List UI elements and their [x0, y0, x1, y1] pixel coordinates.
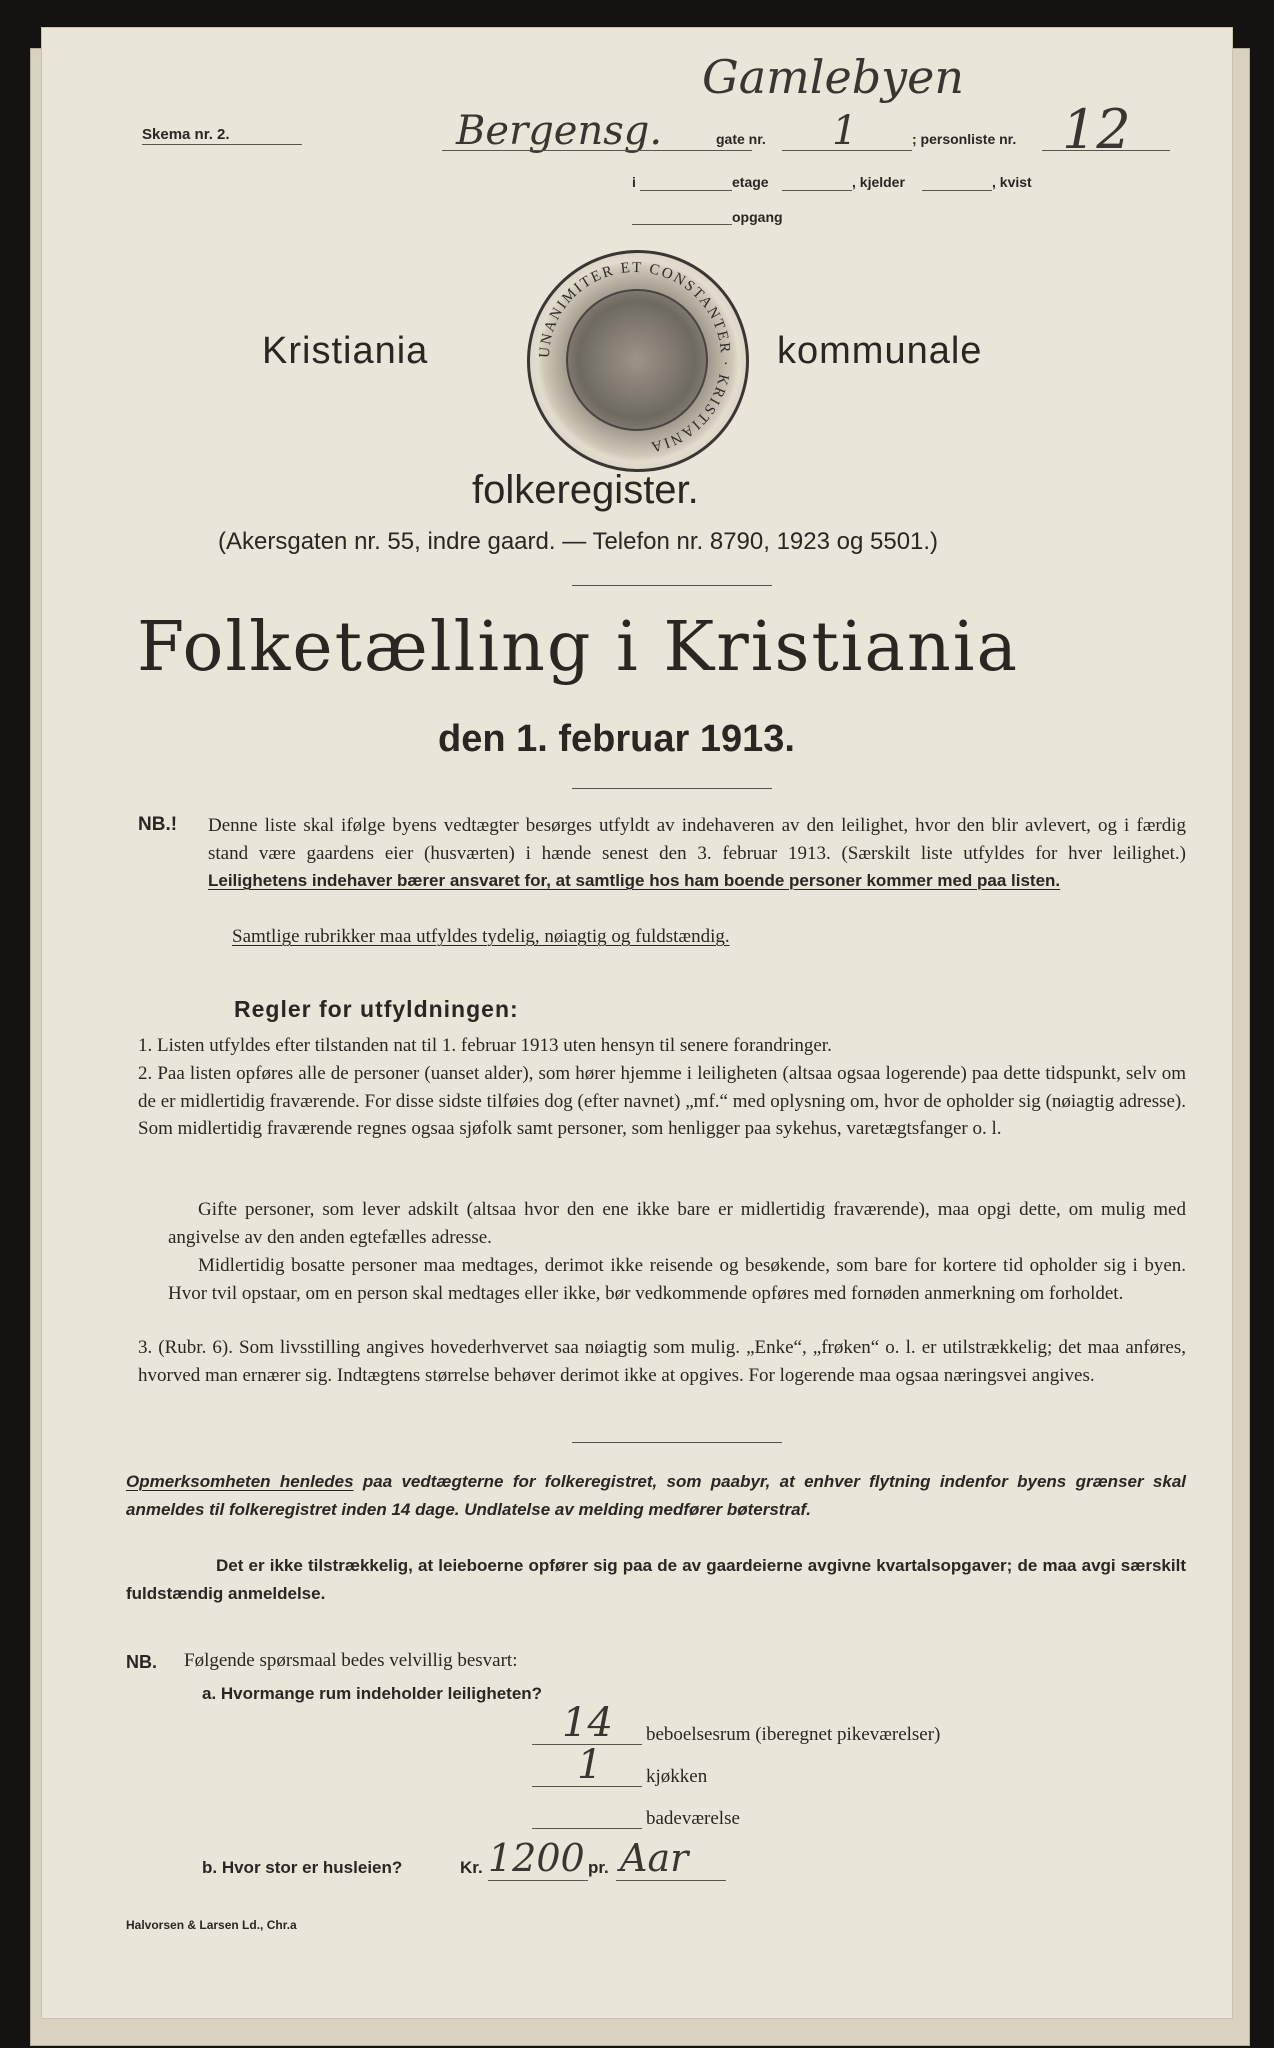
nb-label: NB.! [138, 814, 178, 835]
skema-number: Skema nr. 2. [142, 126, 230, 143]
census-date: den 1. februar 1913. [438, 718, 795, 760]
nb-text: Denne liste skal ifølge byens vedtægter besørges utfyldt av indehaveren av den leilighet, hvor den blir avlevert, og i færdig stand være gaardens eier (husværten) i hænde senest den 3. februar 1913. (Særskilt liste utfyldes for hver leilighet.) [208, 815, 1186, 864]
rule-2-residents: Midlertidig bosatte personer maa medtages, derimot ikke reisende og besøkende, som bare for kortere tid opholder sig i byen. Hvor tvil opstaar, om en person skal medtages eller ikke, bør vedkommende opføres med fornøden anmerkning om forholdet. [168, 1255, 1186, 1304]
gate-label: gate nr. [716, 131, 766, 147]
kvist-line [922, 190, 992, 191]
svg-text:UNANIMITER ET CONSTANTER · KRI: UNANIMITER ET CONSTANTER · KRISTIANIA [536, 259, 734, 455]
question-b: b. Hvor stor er husleien? [202, 1858, 403, 1877]
main-title: Folketælling i Kristiania [137, 608, 1020, 687]
kvist-label: , kvist [992, 174, 1032, 190]
rule-2-married: Gifte personer, som lever adskilt (altsaa hvor den ene ikke bare er midlertidig fraværende), maa opgi dette, om mulig med angivelse av den anden egtefælles adresse. [168, 1199, 1186, 1248]
notice-lead: Opmerksomheten henledes [126, 1472, 354, 1491]
divider-bottom [572, 788, 772, 789]
seal-figure [566, 289, 708, 431]
gate-number-line [782, 150, 912, 151]
rules-heading: Regler for utfyldningen: [234, 996, 519, 1022]
folkeregister-word: folkeregister. [472, 468, 699, 512]
period-hand: Aar [620, 1836, 689, 1880]
opgang-line [632, 224, 732, 225]
personliste-label: ; personliste nr. [912, 131, 1017, 147]
divider-rules [572, 1442, 782, 1443]
rent-line [488, 1880, 588, 1881]
questions-nb: NB. [126, 1652, 157, 1672]
notice-text: paa vedtægterne for folkeregistret, som paabyr, at enhver flytning indenfor byens grænser skal anmeldes til folkeregistret inden 14 dage. Undlatelse av melding medfører bøterstraf. [126, 1472, 1186, 1519]
kr-label: Kr. [460, 1858, 483, 1877]
rule-3: 3. (Rubr. 6). Som livsstilling angives hovederhvervet saa nøiagtig som mulig. „Enke“, „frøken“ o. l. er utilstrækkelig; det maa anføres, hvorved man ernærer sig. Indtægtens størrelse behøver derimot ikke at opgives. For logerende maa ogsaa næringsvei angives. [138, 1337, 1186, 1386]
etage-label: etage [732, 174, 769, 190]
rent-hand: 1200 [488, 1836, 585, 1880]
kristiania-word: Kristiania [262, 330, 429, 372]
bath-line [532, 1828, 642, 1829]
census-form [42, 28, 1232, 2018]
nb-responsibility: Leilighetens indehaver bærer ansvaret for, at samtlige hos ham boende personer kommer med paa listen. [208, 871, 1061, 890]
personliste-number-hand: 12 [1062, 98, 1131, 161]
floor-i-label: i [632, 174, 636, 190]
street-line [442, 150, 752, 151]
questions-intro: Følgende spørsmaal bedes velvillig besvart: [184, 1650, 518, 1671]
city-seal [527, 250, 749, 472]
office-address: (Akersgaten nr. 55, indre gaard. — Telefon nr. 8790, 1923 og 5501.) [218, 528, 939, 555]
personliste-line [1042, 150, 1170, 151]
tenant-notice: Det er ikke tilstrækkelig, at leieboerne opfører sig paa de av gaardeierne avgivne kvartalsopgaver; de maa avgi særskilt fuldstændig anmeldelse. [126, 1556, 1186, 1603]
nb-instructions [208, 812, 1186, 895]
nb-completeness-text: Samtlige rubrikker maa utfyldes tydelig, nøiagtig og fuldstændig. [232, 926, 730, 947]
bath-label: badeværelse [646, 1808, 740, 1829]
kjelder-line [782, 190, 852, 191]
street-name-hand: Bergensg. [456, 108, 663, 154]
opgang-label: opgang [732, 209, 783, 225]
kitchen-line [532, 1786, 642, 1787]
rule-2: 2. Paa listen opføres alle de personer (uanset alder), som hører hjemme i leiligheten (altsaa ogsaa logerende) paa dette tidspunkt, selv om de er midlertidig fraværende. For disse sidste tilføies dog (efter navnet) „mf.“ med oplysning om, hvor de opholder sig (nøiagtig adresse). Som midlertidig fraværende regnes ogsaa sjøfolk samt personer, som henligger paa sykehus, varetægtsfanger o. l. [138, 1063, 1186, 1139]
printer-imprint: Halvorsen & Larsen Ld., Chr.a [126, 1918, 297, 1932]
question-a: a. Hvormange rum indeholder leiligheten? [202, 1684, 543, 1703]
rooms-hand: 14 [562, 1700, 613, 1746]
divider-top [572, 585, 772, 586]
kitchen-hand: 1 [577, 1742, 603, 1788]
gate-number-hand: 1 [832, 108, 858, 154]
period-line [616, 1880, 726, 1881]
kommunale-word: kommunale [777, 330, 983, 372]
moving-notice [126, 1468, 1186, 1524]
rooms-label: beboelsesrum (iberegnet pikeværelser) [646, 1724, 941, 1745]
floor-line [640, 190, 732, 191]
pr-label: pr. [588, 1858, 609, 1877]
kjelder-label: , kjelder [852, 174, 905, 190]
skema-underline [142, 144, 302, 145]
nb-completeness [232, 926, 730, 948]
handwritten-district: Gamlebyen [702, 50, 965, 104]
rule-1: 1. Listen utfyldes efter tilstanden nat til 1. februar 1913 uten hensyn til senere forandringer. [138, 1035, 832, 1056]
kitchen-label: kjøkken [646, 1766, 708, 1787]
